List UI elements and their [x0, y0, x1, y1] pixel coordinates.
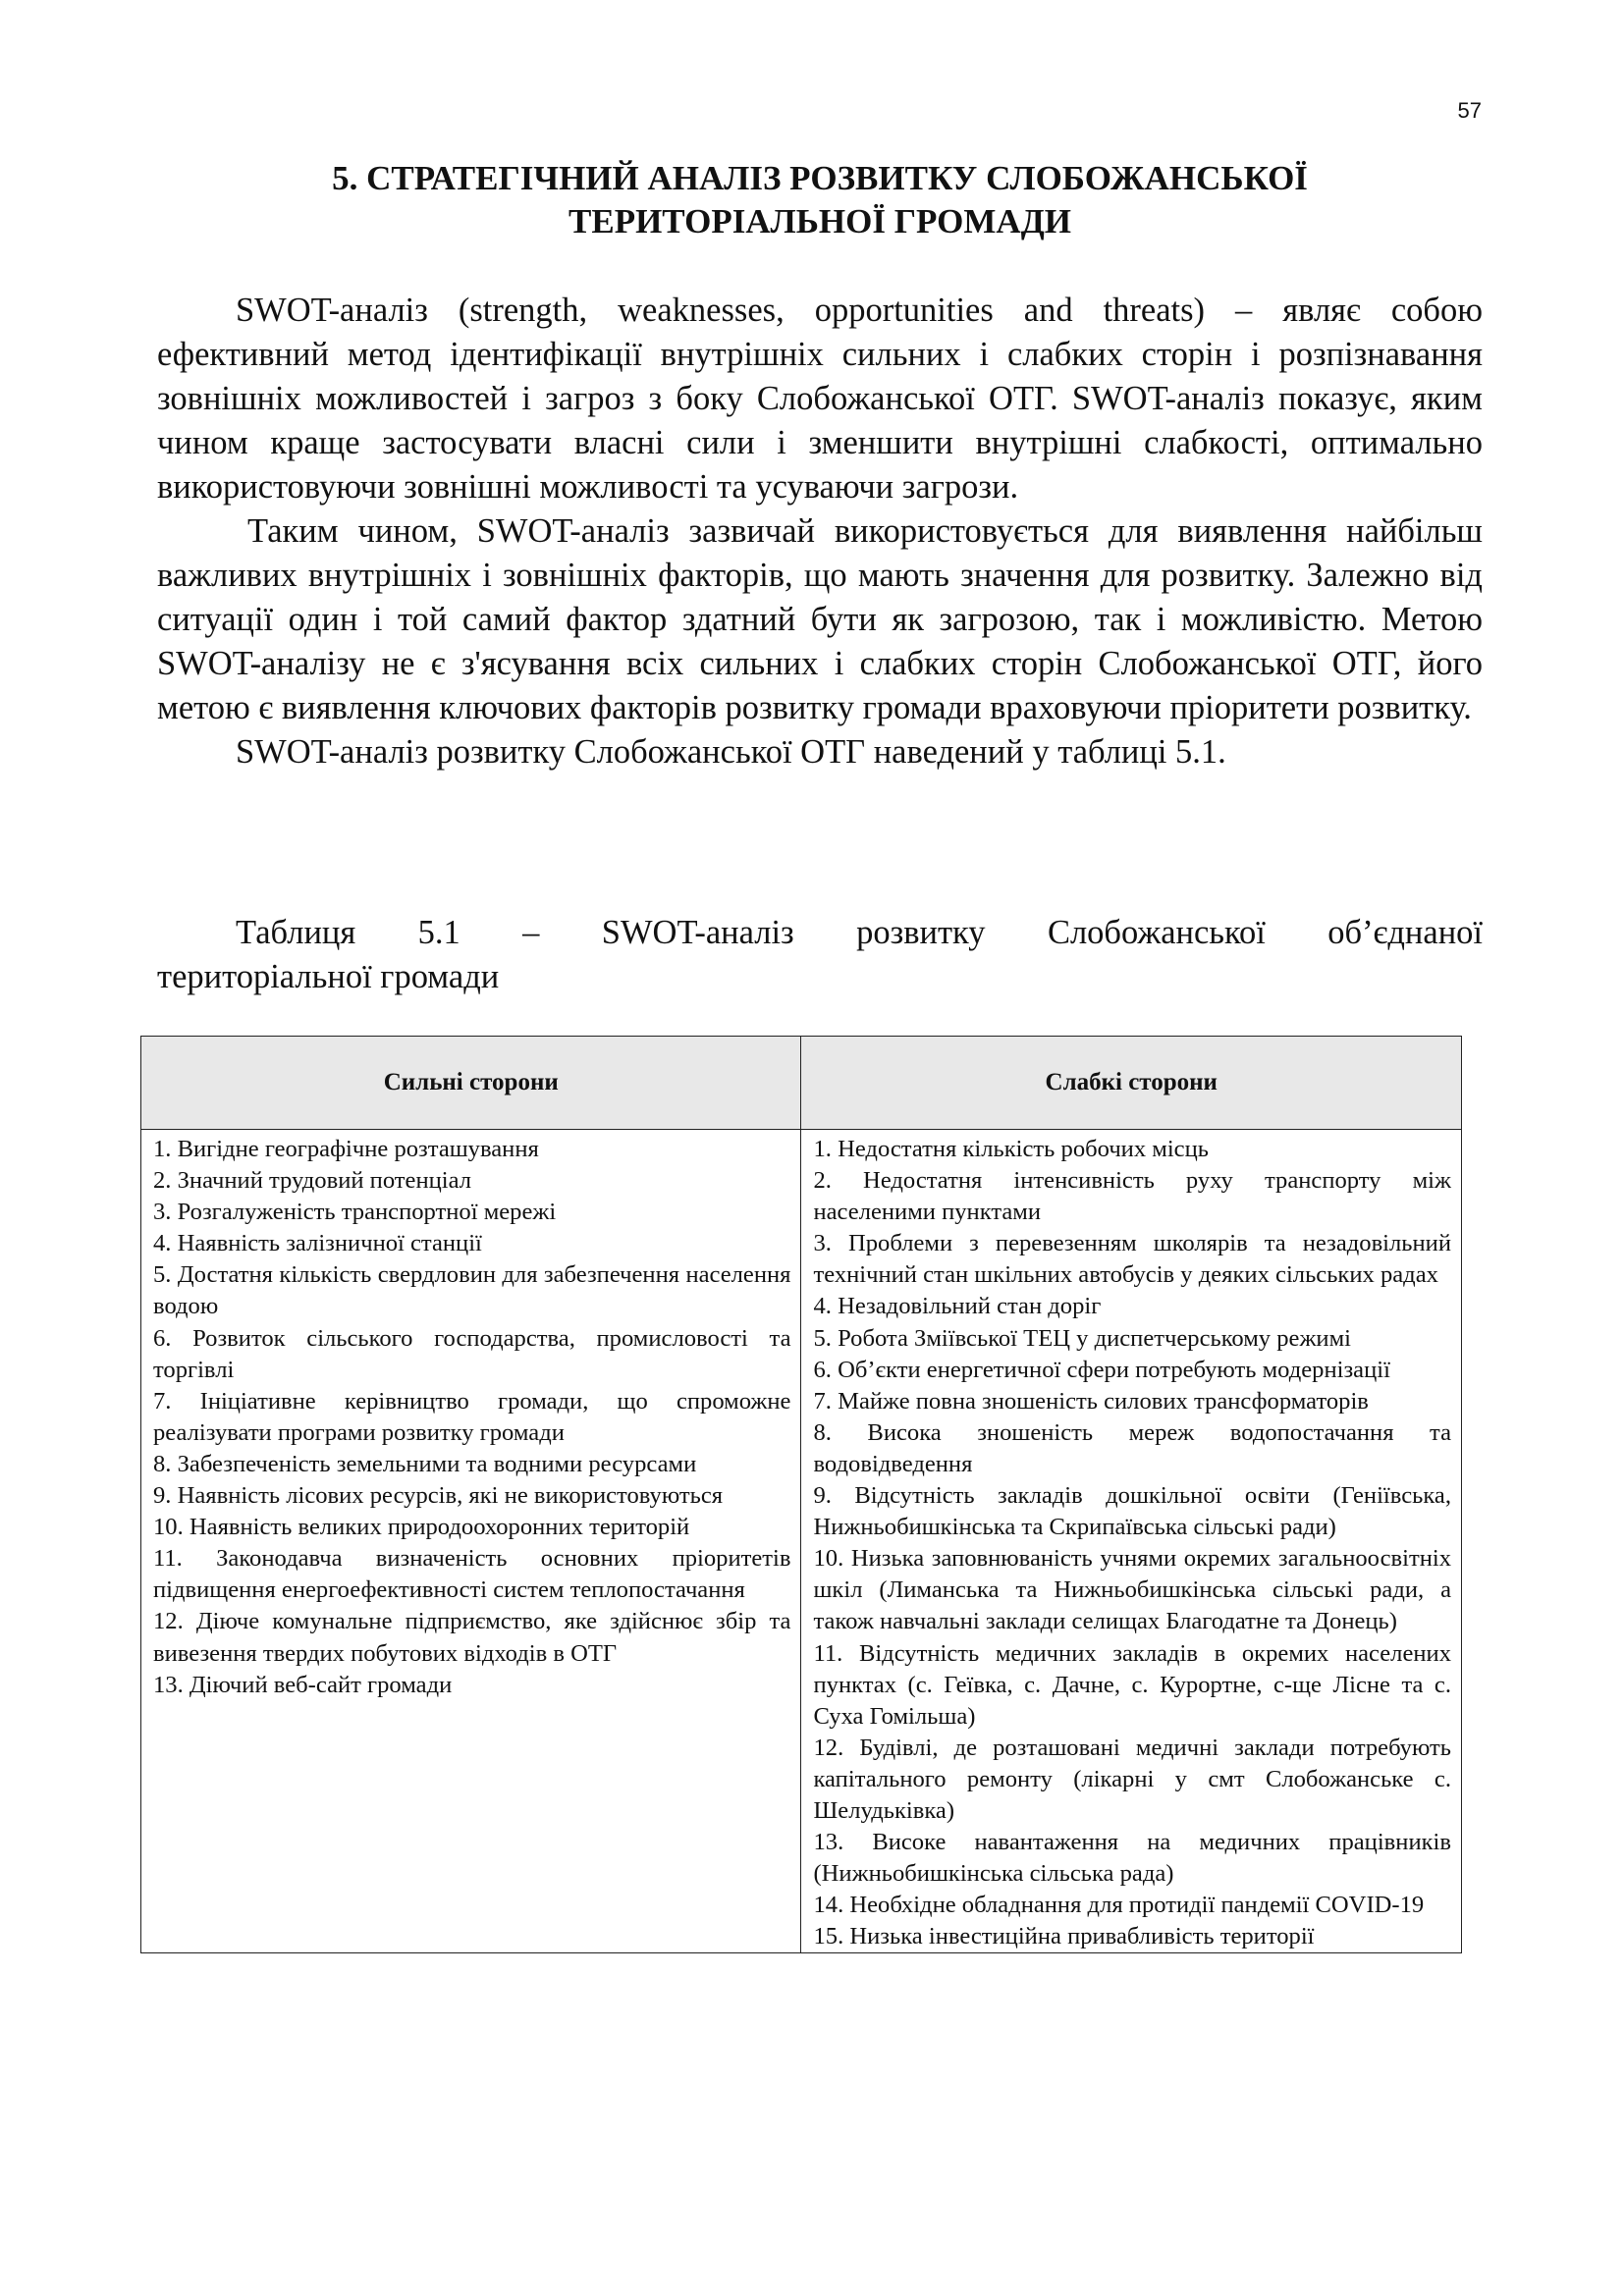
body-text	[157, 289, 1483, 774]
list-item: 14. Необхідне обладнання для протидії пандемії COVID-19	[813, 1892, 1425, 1919]
list-item: 15. Низька інвестиційна привабливість території	[813, 1923, 1315, 1950]
list-item: 7. Майже повна зношеність силових трансформаторів	[813, 1387, 1369, 1415]
list-item: 1. Вигідне географічне розташування	[153, 1136, 539, 1162]
list-item: 12. Діюче комунальне підприємство, яке здійснює збір та вивезення твердих побутових відходів в ОТГ	[153, 1608, 791, 1667]
table-row	[141, 1130, 1462, 1953]
swot-table	[140, 1036, 1462, 1953]
list-item: 10. Низька заповнюваність учнями окремих загальноосвітніх шкіл (Лиманська та Нижньобишкінська сільські ради, а також навчальні заклади селищах Благодатне та Донець)	[813, 1545, 1451, 1635]
table-caption-line-1: Таблиця 5.1 – SWOT-аналіз розвитку Слобожанської об’єднаної	[236, 914, 1483, 951]
paragraph-table-reference: SWOT-аналіз розвитку Слобожанської ОТГ наведений у таблиці 5.1.	[236, 733, 1226, 771]
header-strengths: Сильні сторони	[141, 1037, 801, 1130]
table-caption-line-2: територіальної громади	[157, 958, 500, 995]
table-caption	[157, 911, 1483, 999]
list-item: 13. Високе навантаження на медичних працівників (Нижньобишкінська сільська рада)	[813, 1829, 1451, 1888]
header-weaknesses: Слабкі сторони	[801, 1037, 1462, 1130]
list-item: 6. Об’єкти енергетичної сфери потребують модернізації	[813, 1356, 1390, 1383]
table-header-row	[141, 1037, 1462, 1130]
list-item: 1. Недостатня кількість робочих місць	[813, 1136, 1209, 1162]
list-item: 2. Значний трудовий потенціал	[153, 1167, 472, 1195]
chapter-title-line-1: 5. СТРАТЕГІЧНИЙ АНАЛІЗ РОЗВИТКУ СЛОБОЖАНСЬКОЇ	[332, 159, 1308, 197]
paragraph-swot-purpose: Таким чином, SWOT-аналіз зазвичай використовується для виявлення найбільш важливих внутрішніх і зовнішніх факторів, що мають значення для розвитку. Залежно від ситуації один і той самий фактор здатний бути як загрозою, так і можливістю. Метою SWOT-аналізу не є з'ясування всіх сильних і слабких сторін Слобожанської ОТГ, його метою є виявлення ключових факторів розвитку громади враховуючи пріоритети розвитку.	[157, 512, 1483, 726]
list-item: 8. Забезпеченість земельними та водними ресурсами	[153, 1450, 697, 1477]
strengths-cell	[141, 1130, 801, 1953]
list-item: 9. Відсутність закладів дошкільної освіти (Геніївська, Нижньобишкінська та Скрипаївська сільські ради)	[813, 1482, 1451, 1541]
list-item: 3. Проблеми з перевезенням школярів та незадовільний технічний стан шкільних автобусів у деяких сільських радах	[813, 1230, 1451, 1289]
list-item: 11. Відсутність медичних закладів в окремих населених пунктах (с. Геївка, с. Дачне, с. Курортне, с-ще Лісне та с. Суха Гомільша)	[813, 1639, 1451, 1730]
chapter-title	[157, 157, 1483, 243]
list-item: 11. Законодавча визначеність основних пріоритетів підвищення енергоефективності систем теплопостачання	[153, 1545, 791, 1604]
list-item: 5. Достатня кількість свердловин для забезпечення населення водою	[153, 1261, 791, 1320]
list-item: 2. Недостатня інтенсивність руху транспорту між населеними пунктами	[813, 1167, 1451, 1226]
paragraph-swot-definition: SWOT-аналіз (strength, weaknesses, opportunities and threats) – являє собою ефективний метод ідентифікації внутрішніх сильних і слабких сторін і розпізнавання зовнішніх можливостей і загроз з боку Слобожанської ОТГ. SWOT-аналіз показує, яким чином краще застосувати власні сили і зменшити внутрішні слабкості, оптимально використовуючи зовнішні можливості та усуваючи загрози.	[157, 292, 1483, 506]
list-item: 4. Наявність залізничної станції	[153, 1230, 482, 1257]
list-item: 7. Ініціативне керівництво громади, що спроможне реалізувати програми розвитку громади	[153, 1387, 791, 1446]
list-item: 5. Робота Зміївської ТЕЦ у диспетчерському режимі	[813, 1324, 1351, 1352]
list-item: 13. Діючий веб-сайт громади	[153, 1671, 453, 1698]
list-item: 8. Висока зношеність мереж водопостачання та водовідведення	[813, 1418, 1451, 1477]
chapter-title-line-2: ТЕРИТОРІАЛЬНОЇ ГРОМАДИ	[568, 202, 1071, 240]
list-item: 3. Розгалуженість транспортної мережі	[153, 1199, 557, 1226]
weaknesses-cell	[801, 1130, 1462, 1953]
list-item: 9. Наявність лісових ресурсів, які не використовуються	[153, 1482, 724, 1510]
list-item: 10. Наявність великих природоохоронних територій	[153, 1514, 690, 1541]
page-number: 57	[1457, 98, 1482, 123]
list-item: 6. Розвиток сільського господарства, промисловості та торгівлі	[153, 1324, 791, 1383]
list-item: 4. Незадовільний стан доріг	[813, 1293, 1102, 1320]
list-item: 12. Будівлі, де розташовані медичні заклади потребують капітального ремонту (лікарні у смт Слобожанське с. Шелудьківка)	[813, 1734, 1451, 1824]
